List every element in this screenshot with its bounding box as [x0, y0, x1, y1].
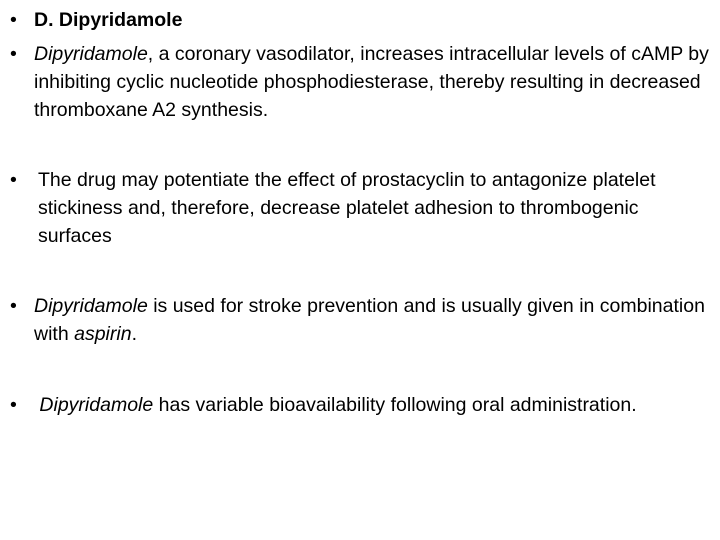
bullet-item-prostacyclin	[10, 166, 710, 250]
drug-name: Dipyridamole	[34, 43, 148, 65]
mechanism-body: , a coronary vasodilator, increases intracellular levels of cAMP by inhibiting cyclic nucleotide phosphodiesterase, thereby resulting in decreased thromboxane A2 synthesis.	[34, 43, 709, 121]
bullet-icon: •	[10, 169, 17, 191]
stroke-text	[34, 292, 710, 348]
bullet-item-heading	[10, 6, 710, 34]
stroke-body: is used for stroke prevention and is usually given in combination with	[34, 295, 705, 345]
bullet-item-mechanism	[10, 40, 710, 124]
prostacyclin-text: The drug may potentiate the effect of prostacyclin to antagonize platelet stickiness and, therefore, decrease platelet adhesion to thrombogenic surfaces	[38, 169, 656, 247]
stroke-end: .	[131, 323, 137, 345]
bioavailability-text	[34, 391, 710, 419]
bullet-icon: •	[10, 394, 17, 416]
bullet-item-stroke	[10, 292, 710, 348]
bullet-icon: •	[10, 9, 17, 31]
bioavailability-body: has variable bioavailability following oral administration.	[153, 394, 637, 416]
bullet-icon: •	[10, 43, 17, 65]
heading-text: D. Dipyridamole	[34, 9, 183, 31]
bullet-icon: •	[10, 295, 17, 317]
bullet-item-bioavailability	[10, 391, 710, 419]
drug-name: Dipyridamole	[39, 394, 154, 416]
drug-name-aspirin: aspirin	[74, 323, 132, 345]
drug-name: Dipyridamole	[34, 295, 148, 317]
mechanism-text	[34, 40, 710, 124]
